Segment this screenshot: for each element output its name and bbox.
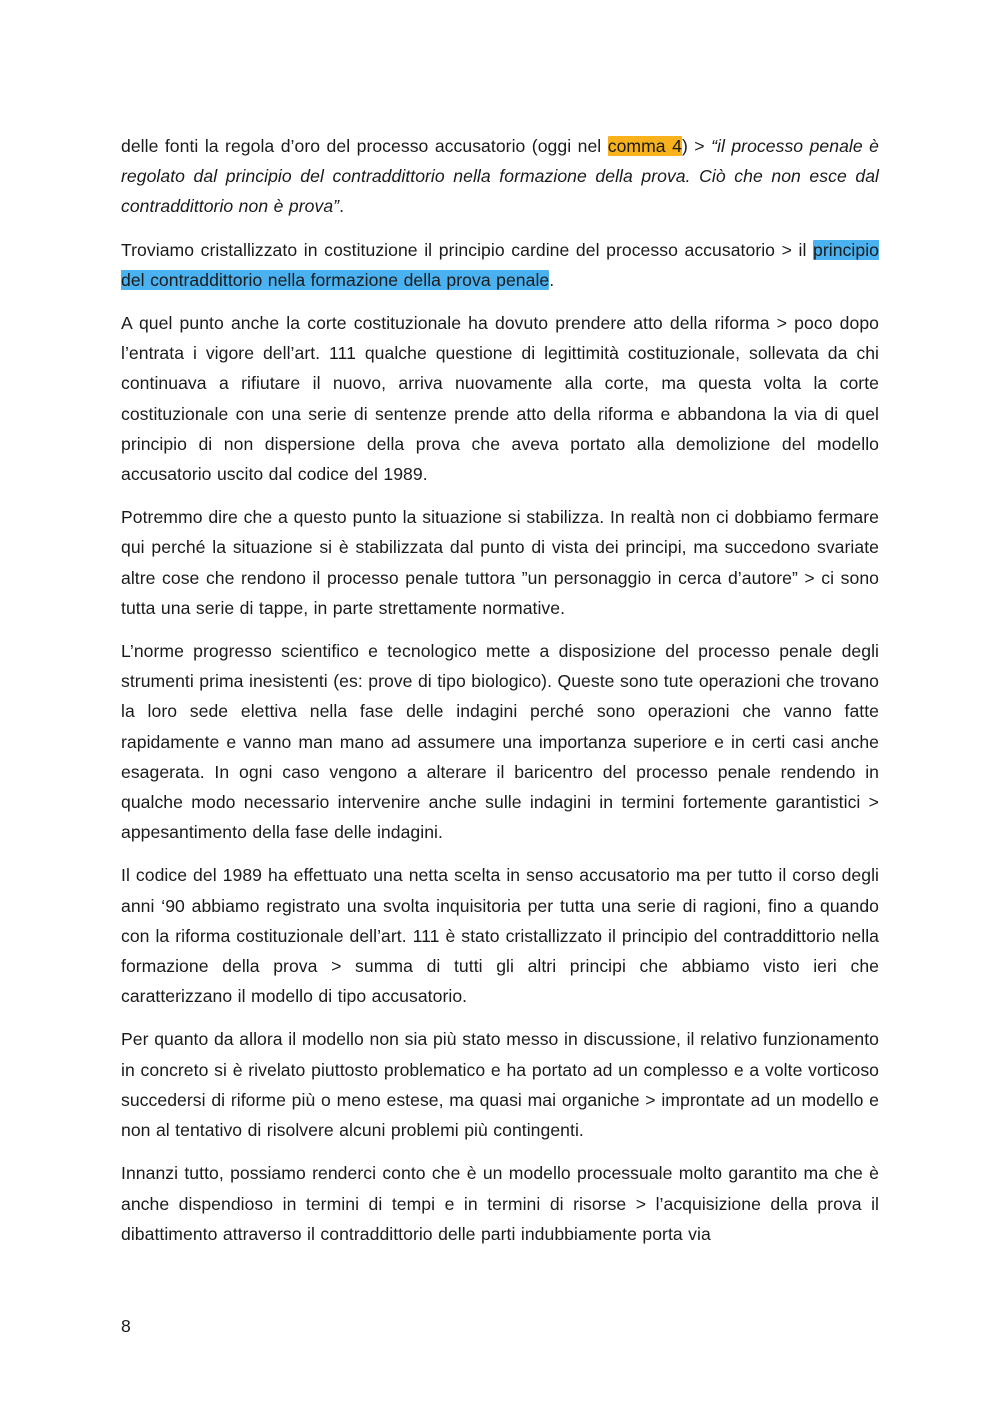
page-number: 8 (121, 1316, 131, 1336)
paragraph-2 (121, 235, 879, 295)
highlight-comma-4: comma 4 (607, 136, 682, 156)
paragraph-3: A quel punto anche la corte costituzionale ha dovuto prendere atto della riforma > poco dopo l’entrata i vigore dell’art. 111 qualche questione di legittimità costituzionale, sollevata da chi continuava a rifiutare il nuovo, arriva nuovamente alla corte, ma questa volta la corte costituzionale con una serie di sentenze prende atto della riforma e abbandona la via di quel principio di non dispersione della prova che aveva portato alla demolizione del modello accusatorio uscito dal codice del 1989. (121, 313, 879, 485)
paragraph-7: Per quanto da allora il modello non sia più stato messo in discussione, il relativo funzionamento in concreto si è rivelato piuttosto problematico e ha portato ad un complesso e a volte vorticoso succedersi di riforme più o meno estese, ma quasi mai organiche > improntate ad un modello e non al tentativo di risolvere alcuni problemi più contingenti. (121, 1029, 879, 1141)
document-page (121, 131, 879, 1262)
quoted-principle: “il processo penale è regolato dal principio del contraddittorio nella formazione della prova. Ciò che non esce dal contraddittorio non è prova” (121, 136, 880, 217)
paragraph-2-text-start: Troviamo cristallizzato in costituzione il principio cardine del processo accusatorio > il (121, 239, 814, 260)
paragraph-6: Il codice del 1989 ha effettuato una netta scelta in senso accusatorio ma per tutto il corso degli anni ‘90 abbiamo registrato una svolta inquisitoria per tutta una serie di ragioni, fino a quando con la riforma costituzionale dell’art. 111 è stato cristallizzato il principio del contraddittorio nella formazione della prova > summa di tutti gli altri principi che abbiamo visto ieri che caratterizzano il modello di tipo accusatorio. (121, 865, 879, 1007)
paragraph-1-text-mid: ) > (681, 136, 712, 156)
paragraph-1-text-end: . (339, 196, 345, 217)
paragraph-2-text-end: . (549, 269, 555, 290)
paragraph-1-text-start: delle fonti la regola d’oro del processo accusatorio (oggi nel (121, 136, 608, 156)
paragraph-4: Potremmo dire che a questo punto la situazione si stabilizza. In realtà non ci dobbiamo fermare qui perché la situazione si è stabilizzata dal punto di vista dei principi, ma succedono svariate altre cose che rendono il processo penale tuttora ”un personaggio in cerca d’autore” > ci sono tutta una serie di tappe, in parte strettamente normative. (121, 507, 879, 618)
highlight-contraddittorio: principio del contraddittorio nella formazione della prova penale (121, 239, 879, 290)
paragraph-8: Innanzi tutto, possiamo renderci conto che è un modello processuale molto garantito ma che è anche dispendioso in termini di tempi e in termini di risorse > l’acquisizione della prova il dibattimento attraverso il contraddittorio delle parti indubbiamente porta via (121, 1163, 879, 1244)
paragraph-1 (121, 131, 879, 222)
paragraph-5: L’norme progresso scientifico e tecnologico mette a disposizione del processo penale degli strumenti prima inesistenti (es: prove di tipo biologico). Queste sono tute operazioni che trovano la loro sede elettiva nella fase delle indagini perché sono operazioni che vanno fatte rapidamente e vanno man mano ad assumere una importanza superiore e in certi casi anche esagerata. In ogni caso vengono a alterare il baricentro del processo penale rendendo in qualche modo necessario intervenire anche sulle indagini in termini fortemente garantistici > appesantimento della fase delle indagini. (121, 641, 879, 843)
